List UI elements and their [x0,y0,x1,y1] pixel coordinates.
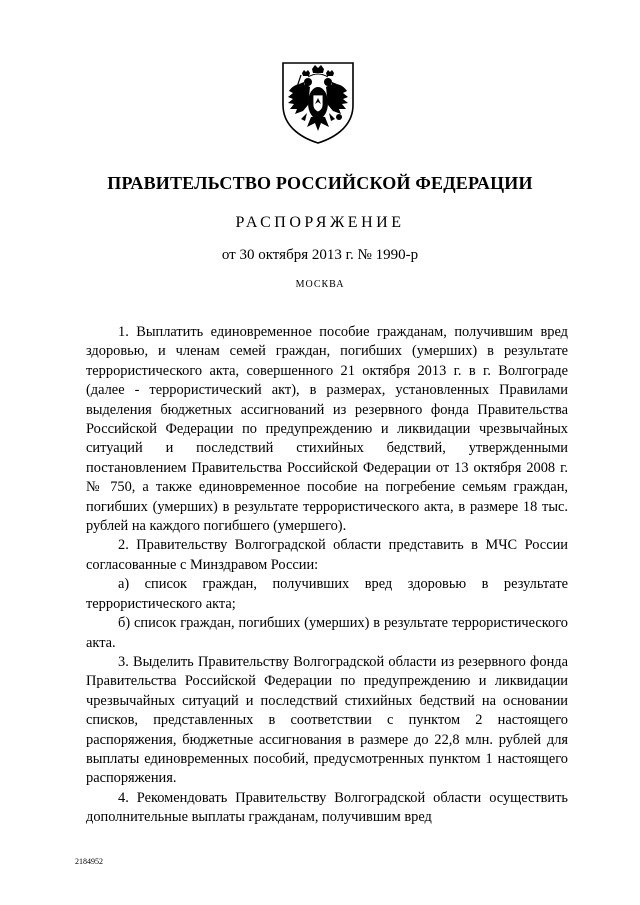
document-body [86,323,568,828]
paragraph-2a: а) список граждан, получивших вред здоровью в результате террористического акта; [86,576,568,612]
document-type: РАСПОРЯЖЕНИЕ [235,214,405,231]
government-title: ПРАВИТЕЛЬСТВО РОССИЙСКОЙ ФЕДЕРАЦИИ [107,173,533,193]
paragraph-4: 4. Рекомендовать Правительству Волгоградской области осуществить дополнительные выплаты гражданам, получившим вред [86,789,568,826]
document-city: МОСКВА [295,279,345,290]
paragraph-2b: б) список граждан, погибших (умерших) в результате террористического акта. [86,615,568,651]
paragraph-2: 2. Правительству Волгоградской области представить в МЧС России согласованные с Минздравом России: [86,537,568,573]
paragraph-1: 1. Выплатить единовременное пособие гражданам, получившим вред здоровью, и членам семей граждан, погибших (умерших) в результате террористического акта, совершенного 21 октября 2013 г. в г. Волгограде (далее - террористический акт), в размерах, установленных Правилами выделения бюджетных ассигнований из резервного фонда Правительства Российской Федерации по предупреждению и ликвидации чрезвычайных ситуаций и последствий стихийных бедствий, утвержденными постановлением Правительства Российской Федерации от 13 октября 2008 г. № 750, а также единовременное пособие на погребение семьям граждан, погибших (умерших) в результате террористического акта, в размере 18 тыс. рублей на каждого погибшего (умершего). [86,324,568,535]
paragraph-3: 3. Выделить Правительству Волгоградской области из резервного фонда Правительства Российской Федерации по предупреждению и ликвидации чрезвычайных ситуаций и последствий стихийных бедствий на основании списков, представленных в соответствии с пунктом 2 настоящего распоряжения, бюджетные ассигнования в размере до 22,8 млн. рублей для выплаты единовременных пособий, предусмотренных пунктом 1 настоящего распоряжения. [86,653,568,787]
document-date-number: от 30 октября 2013 г. № 1990-р [221,247,419,263]
russian-coat-of-arms-icon [277,55,359,145]
document-footer-code: 2184952 [75,857,103,866]
